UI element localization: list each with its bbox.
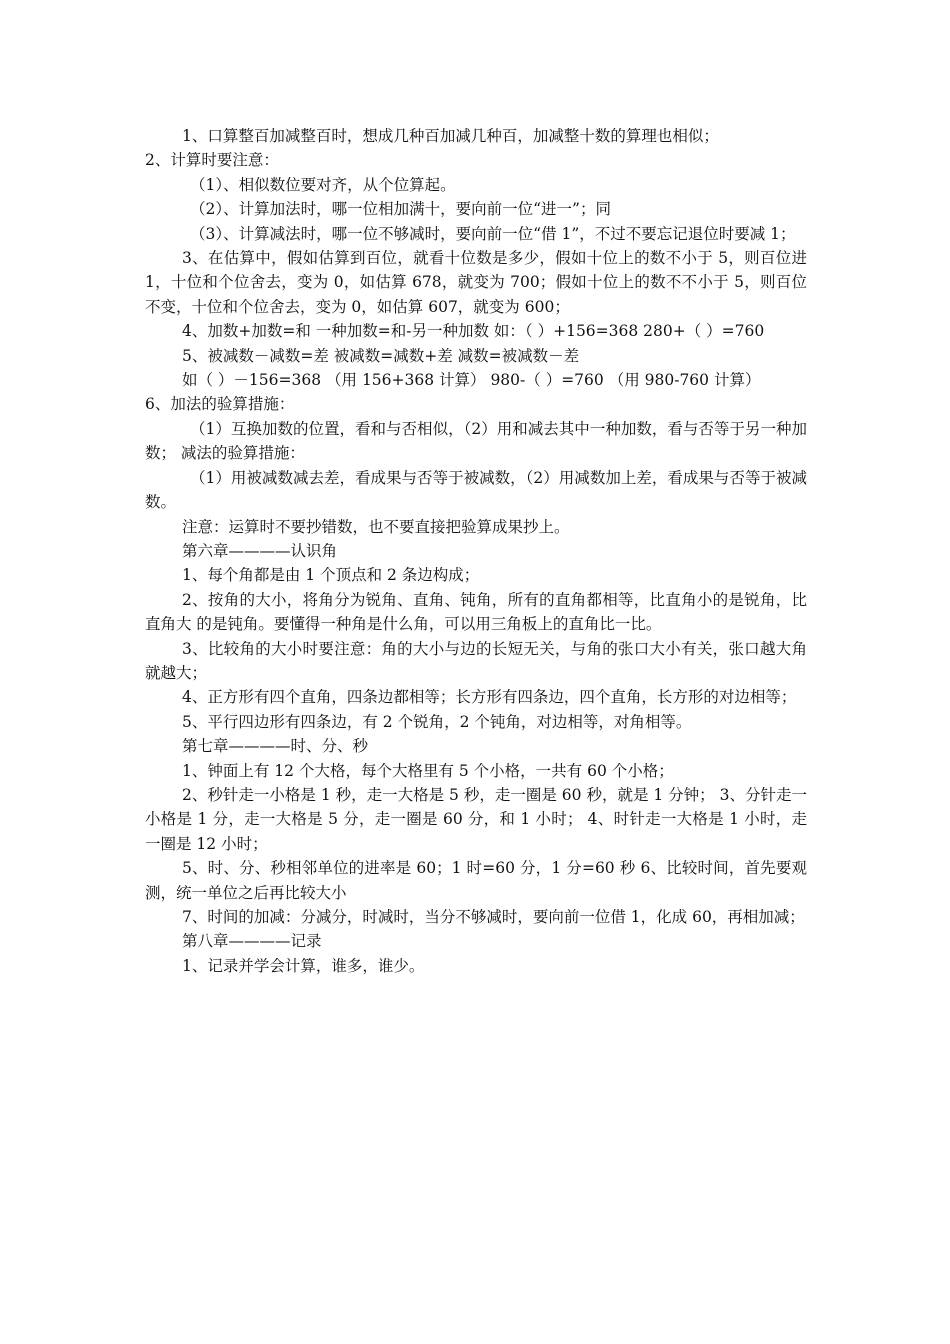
paragraph-note-1: （1）、相似数位要对齐，从个位算起。	[190, 175, 456, 194]
paragraph-estimation: 3、在估算中，假如估算到百位，就看十位数是多少，假如十位上的数不小于 5，则百位进 1，十位和个位舍去，变为 0，如估算 678，就变为 700；假如十位上的数不不小于 5，则百位不变，十位和个位舍去，变为 0，如估算 607，就变为 600；	[145, 249, 807, 316]
chapter-7-heading: 第七章————时、分、秒	[182, 737, 369, 756]
paragraph-addition-check-heading: 6、加法的验算措施：	[145, 395, 295, 414]
paragraph-subtraction-formula: 5、被减数－减数=差 被减数=减数+差 减数=被减数－差	[182, 346, 580, 365]
chapter-8-heading: 第八章————记录	[182, 932, 322, 951]
paragraph-angle-5: 5、平行四边形有四条边，有 2 个锐角，2 个钝角，对边相等，对角相等。	[182, 712, 692, 731]
paragraph-addition-check-methods: （1）互换加数的位置，看和与否相似，（2）用和减去其中一种加数，看与否等于另一种加数； 减法的验算措施：	[145, 419, 807, 463]
paragraph-time-2: 2、秒针走一小格是 1 秒，走一大格是 5 秒，走一圈是 60 秒，就是 1 分钟； 3、分针走一小格是 1 分，走一大格是 5 分，走一圈是 60 分，和 1 小时； 4、时针走一大格是 1 小时，走一圈是 12 小时；	[145, 785, 807, 853]
paragraph-subtraction-example: 如（ ）－156=368 （用 156+368 计算） 980-（ ）=760 （用 980-760 计算）	[182, 371, 761, 390]
paragraph-caution: 注意：运算时不要抄错数，也不要直接把验算成果抄上。	[182, 517, 570, 536]
paragraph-time-5: 5、时、分、秒相邻单位的进率是 60；1 时=60 分，1 分=60 秒 6、比较时间，首先要观测，统一单位之后再比较大小	[145, 859, 807, 902]
paragraph-note-2: （2）、计算加法时，哪一位相加满十，要向前一位“进一”；同	[190, 200, 611, 219]
paragraph-time-1: 1、钟面上有 12 个大格，每个大格里有 5 个小格，一共有 60 个小格；	[182, 761, 674, 780]
paragraph-calculation-notes-heading: 2、计算时要注意：	[145, 151, 279, 170]
paragraph-subtraction-check-methods: （1）用被减数减去差，看成果与否等于被减数，（2）用减数加上差，看成果与否等于被减数。	[145, 468, 807, 512]
paragraph-time-7: 7、时间的加减：分减分，时减时，当分不够减时，要向前一位借 1，化成 60，再相加减；	[182, 908, 805, 926]
paragraph-angle-2: 2、按角的大小，将角分为锐角、直角、钝角，所有的直角都相等，比直角小的是锐角，比直角大 的是钝角。要懂得一种角是什么角，可以用三角板上的直角比一比。	[145, 590, 807, 634]
paragraph-addend-formula: 4、加数+加数=和 一种加数=和-另一种加数 如：（ ）+156=368 280+（ ）=760	[182, 322, 765, 341]
document-body	[145, 124, 807, 978]
paragraph-record-1: 1、记录并学会计算，谁多，谁少。	[182, 956, 425, 975]
paragraph-angle-1: 1、每个角都是由 1 个顶点和 2 条边构成；	[182, 566, 480, 585]
paragraph-mental-arithmetic: 1、口算整百加减整百时，想成几种百加减几种百，加减整十数的算理也相似；	[182, 127, 719, 145]
paragraph-angle-3: 3、比较角的大小时要注意：角的大小与边的长短无关，与角的张口大小有关，张口越大角就越大；	[145, 639, 807, 682]
paragraph-note-3: （3）、计算减法时，哪一位不够减时，要向前一位“借 1”，不过不要忘记退位时要减 1；	[190, 224, 796, 243]
chapter-6-heading: 第六章————认识角	[182, 541, 338, 560]
paragraph-angle-4: 4、正方形有四个直角，四条边都相等；长方形有四条边，四个直角，长方形的对边相等；	[182, 688, 797, 707]
